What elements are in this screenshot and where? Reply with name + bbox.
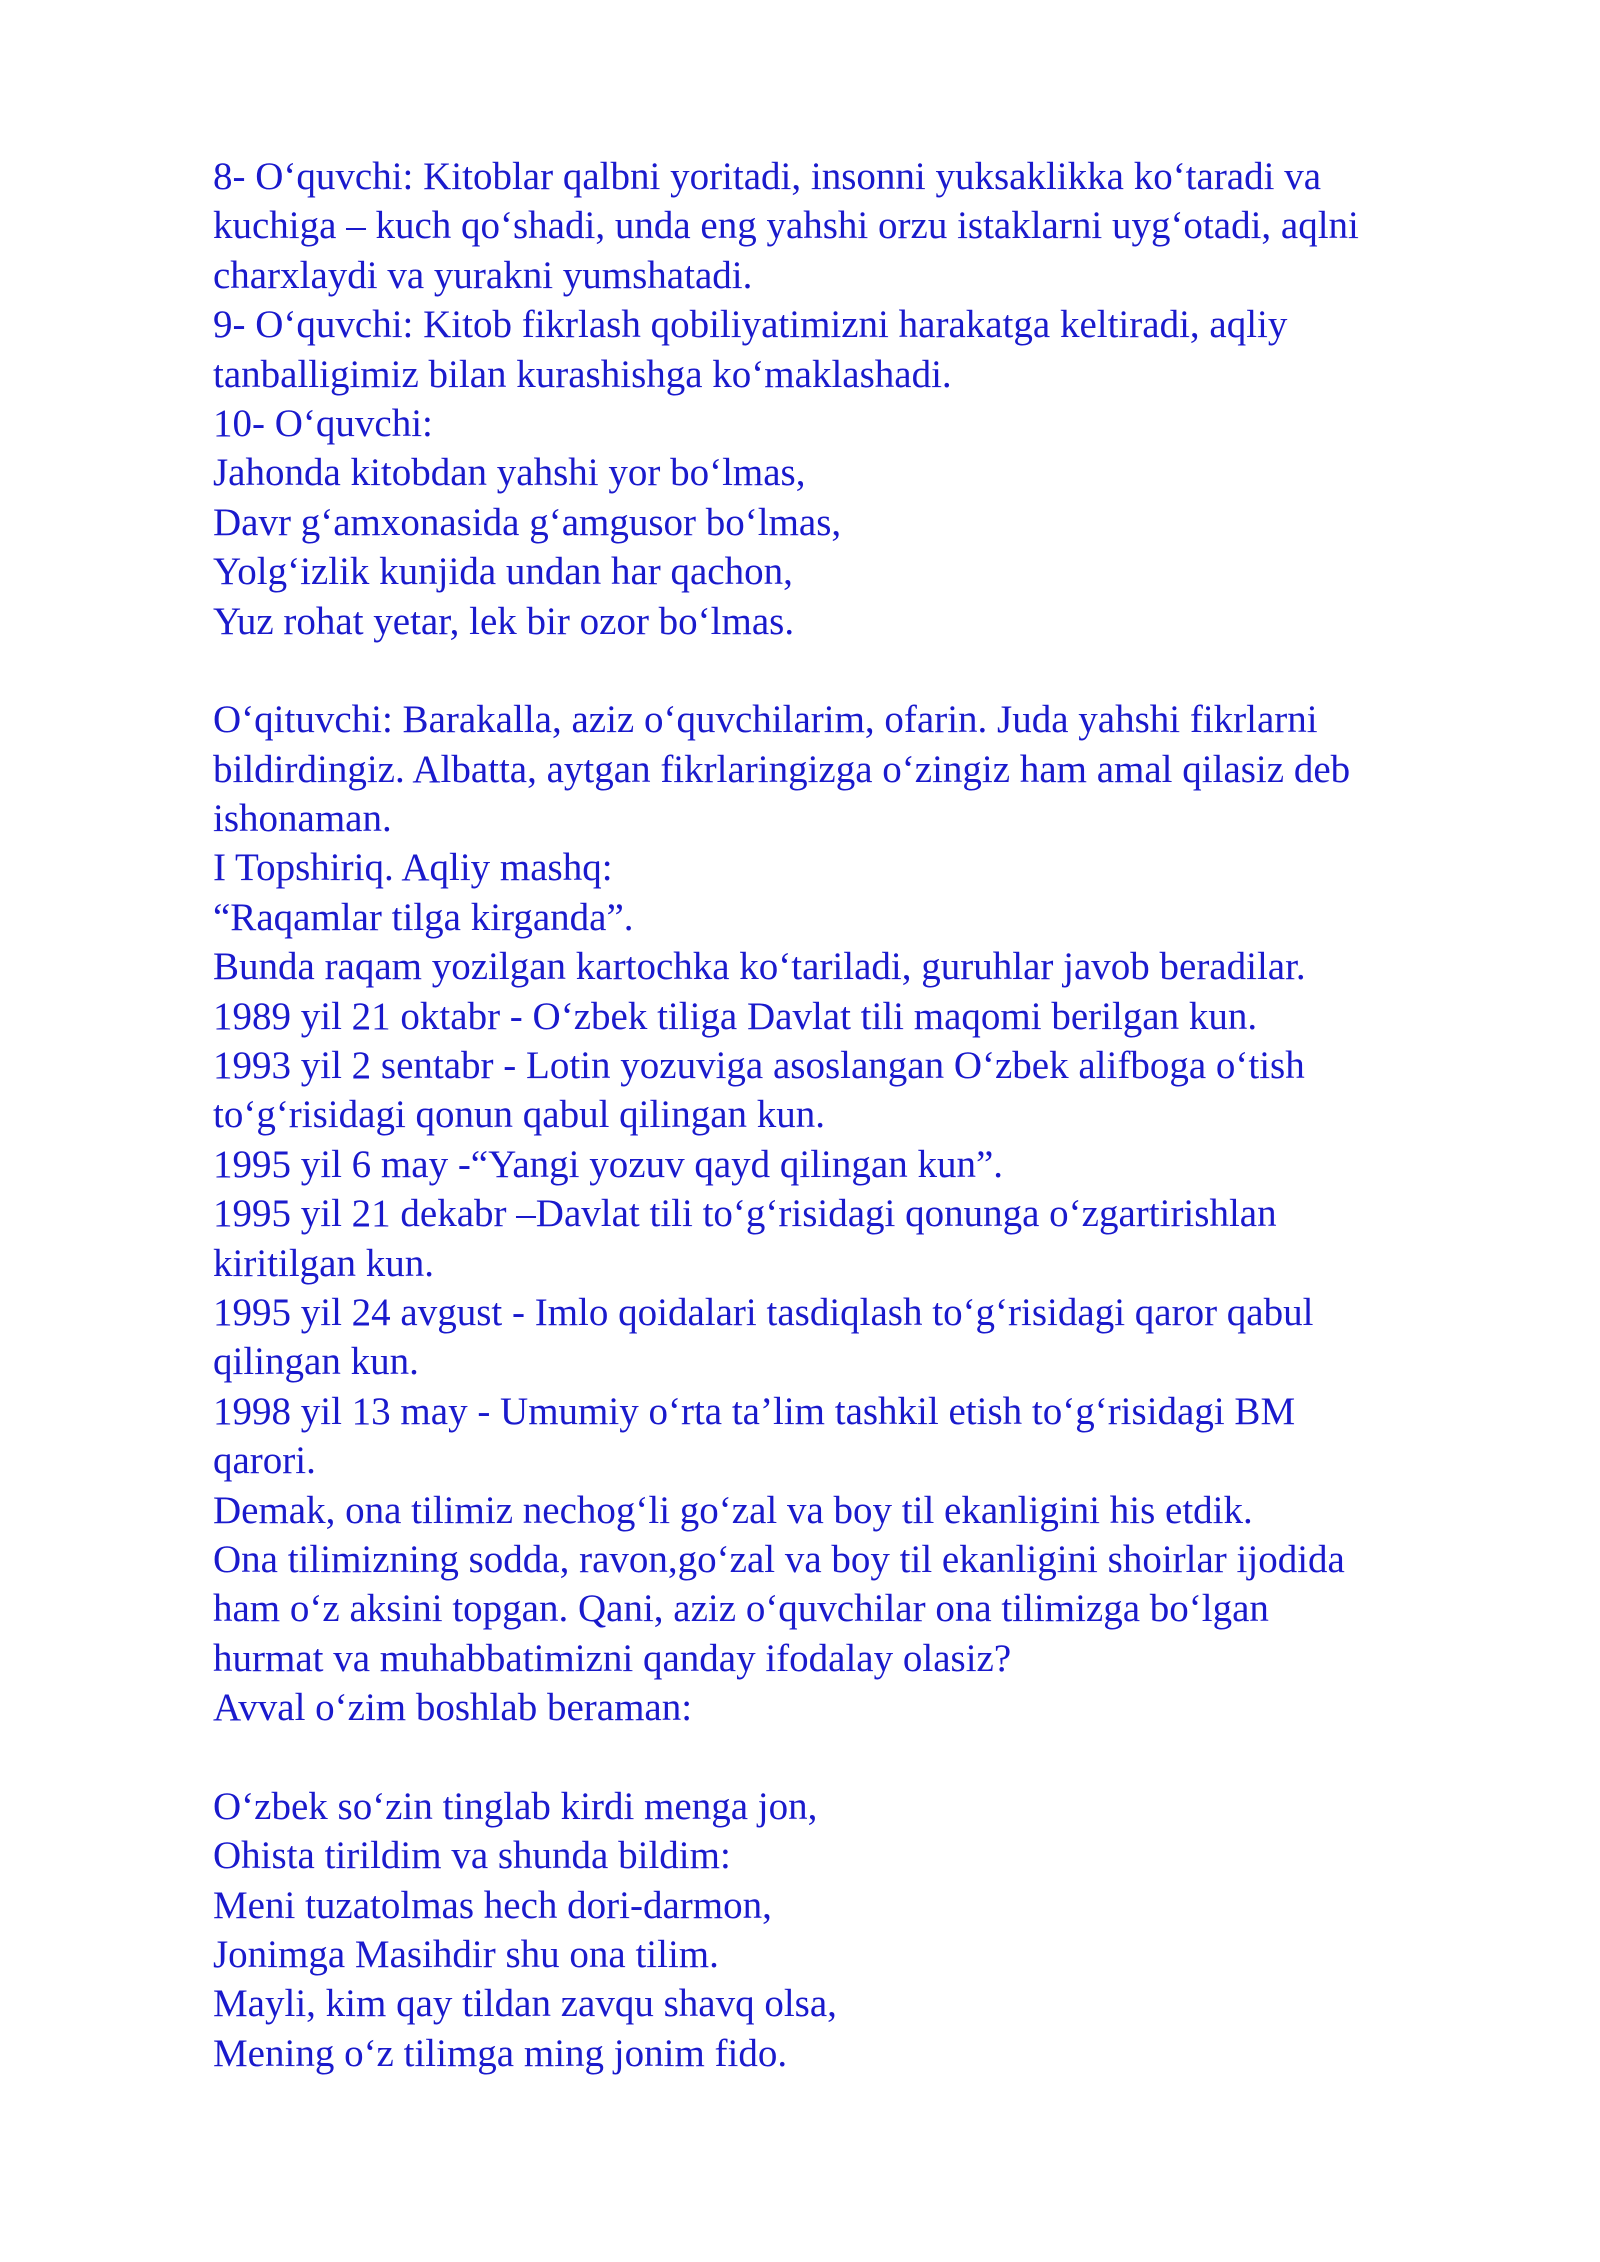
- text-line: ham o‘z aksini topgan. Qani, aziz o‘quvchilar ona tilimizga bo‘lgan: [213, 1587, 1269, 1631]
- text-line: 1998 yil 13 may - Umumiy o‘rta ta’lim tashkil etish to‘g‘risidagi BM: [213, 1389, 1296, 1433]
- text-line: 10- O‘quvchi:: [213, 401, 433, 445]
- text-line: Demak, ona tilimiz nechog‘li go‘zal va boy til ekanligini his etdik.: [213, 1488, 1253, 1532]
- text-line: Avval o‘zim boshlab beraman:: [213, 1686, 693, 1730]
- text-line: 1995 yil 21 dekabr –Davlat tili to‘g‘risidagi qonunga o‘zgartirishlan: [213, 1192, 1277, 1236]
- text-line: Davr g‘amxonasida g‘amgusor bo‘lmas,: [213, 500, 842, 544]
- text-line: qilingan kun.: [213, 1340, 419, 1384]
- text-line: Meni tuzatolmas hech dori-darmon,: [213, 1883, 772, 1927]
- text-line: kiritilgan kun.: [213, 1241, 434, 1285]
- blank-line: [213, 646, 1513, 695]
- text-line: Yuz rohat yetar, lek bir ozor bo‘lmas.: [213, 599, 795, 643]
- text-line: Yolg‘izlik kunjida undan har qachon,: [213, 550, 793, 594]
- text-line: bildirdingiz. Albatta, aytgan fikrlaringizga o‘zingiz ham amal qilasiz deb: [213, 747, 1351, 791]
- text-line: qarori.: [213, 1439, 316, 1483]
- text-line: 1995 yil 6 may -“Yangi yozuv qayd qilingan kun”.: [213, 1142, 1004, 1186]
- text-line: 1989 yil 21 oktabr - O‘zbek tiliga Davlat tili maqomi berilgan kun.: [213, 994, 1258, 1038]
- text-line: Mening o‘z tilimga ming jonim fido.: [213, 2031, 788, 2075]
- text-line: 9- O‘quvchi: Kitob fikrlash qobiliyatimizni harakatga keltiradi, aqliy: [213, 303, 1288, 347]
- text-line: 1993 yil 2 sentabr - Lotin yozuviga asoslangan O‘zbek alifboga o‘tish: [213, 1044, 1305, 1088]
- text-line: Ohista tirildim va shunda bildim:: [213, 1834, 731, 1878]
- text-line: Bunda raqam yozilgan kartochka ko‘tariladi, guruhlar javob beradilar.: [213, 945, 1306, 989]
- text-line: Ona tilimizning sodda, ravon,go‘zal va boy til ekanligini shoirlar ijodida: [213, 1537, 1345, 1581]
- text-line: to‘g‘risidagi qonun qabul qilingan kun.: [213, 1093, 826, 1137]
- text-line: I Topshiriq. Aqliy mashq:: [213, 846, 613, 890]
- text-line: charxlaydi va yurakni yumshatadi.: [213, 253, 753, 297]
- text-line: Jahonda kitobdan yahshi yor bo‘lmas,: [213, 451, 806, 495]
- text-line: O‘qituvchi: Barakalla, aziz o‘quvchilarim, ofarin. Juda yahshi fikrlarni: [213, 698, 1318, 742]
- text-line: kuchiga – kuch qo‘shadi, unda eng yahshi orzu istaklarni uyg‘otadi, aqlni: [213, 204, 1359, 248]
- blank-line: [213, 1733, 1513, 1782]
- text-line: tanballigimiz bilan kurashishga ko‘maklashadi.: [213, 352, 952, 396]
- text-line: Mayli, kim qay tildan zavqu shavq olsa,: [213, 1982, 837, 2026]
- text-line: “Raqamlar tilga kirganda”.: [213, 895, 634, 939]
- text-line: Jonimga Masihdir shu ona tilim.: [213, 1933, 719, 1977]
- text-line: 8- O‘quvchi: Kitoblar qalbni yoritadi, insonni yuksaklikka ko‘taradi va: [213, 155, 1322, 198]
- text-line: hurmat va muhabbatimizni qanday ifodalay olasiz?: [213, 1636, 1012, 1680]
- document-page: [213, 152, 1513, 2078]
- text-line: O‘zbek so‘zin tinglab kirdi menga jon,: [213, 1784, 818, 1828]
- text-line: 1995 yil 24 avgust - Imlo qoidalari tasdiqlash to‘g‘risidagi qaror qabul: [213, 1290, 1314, 1334]
- text-line: ishonaman.: [213, 797, 392, 841]
